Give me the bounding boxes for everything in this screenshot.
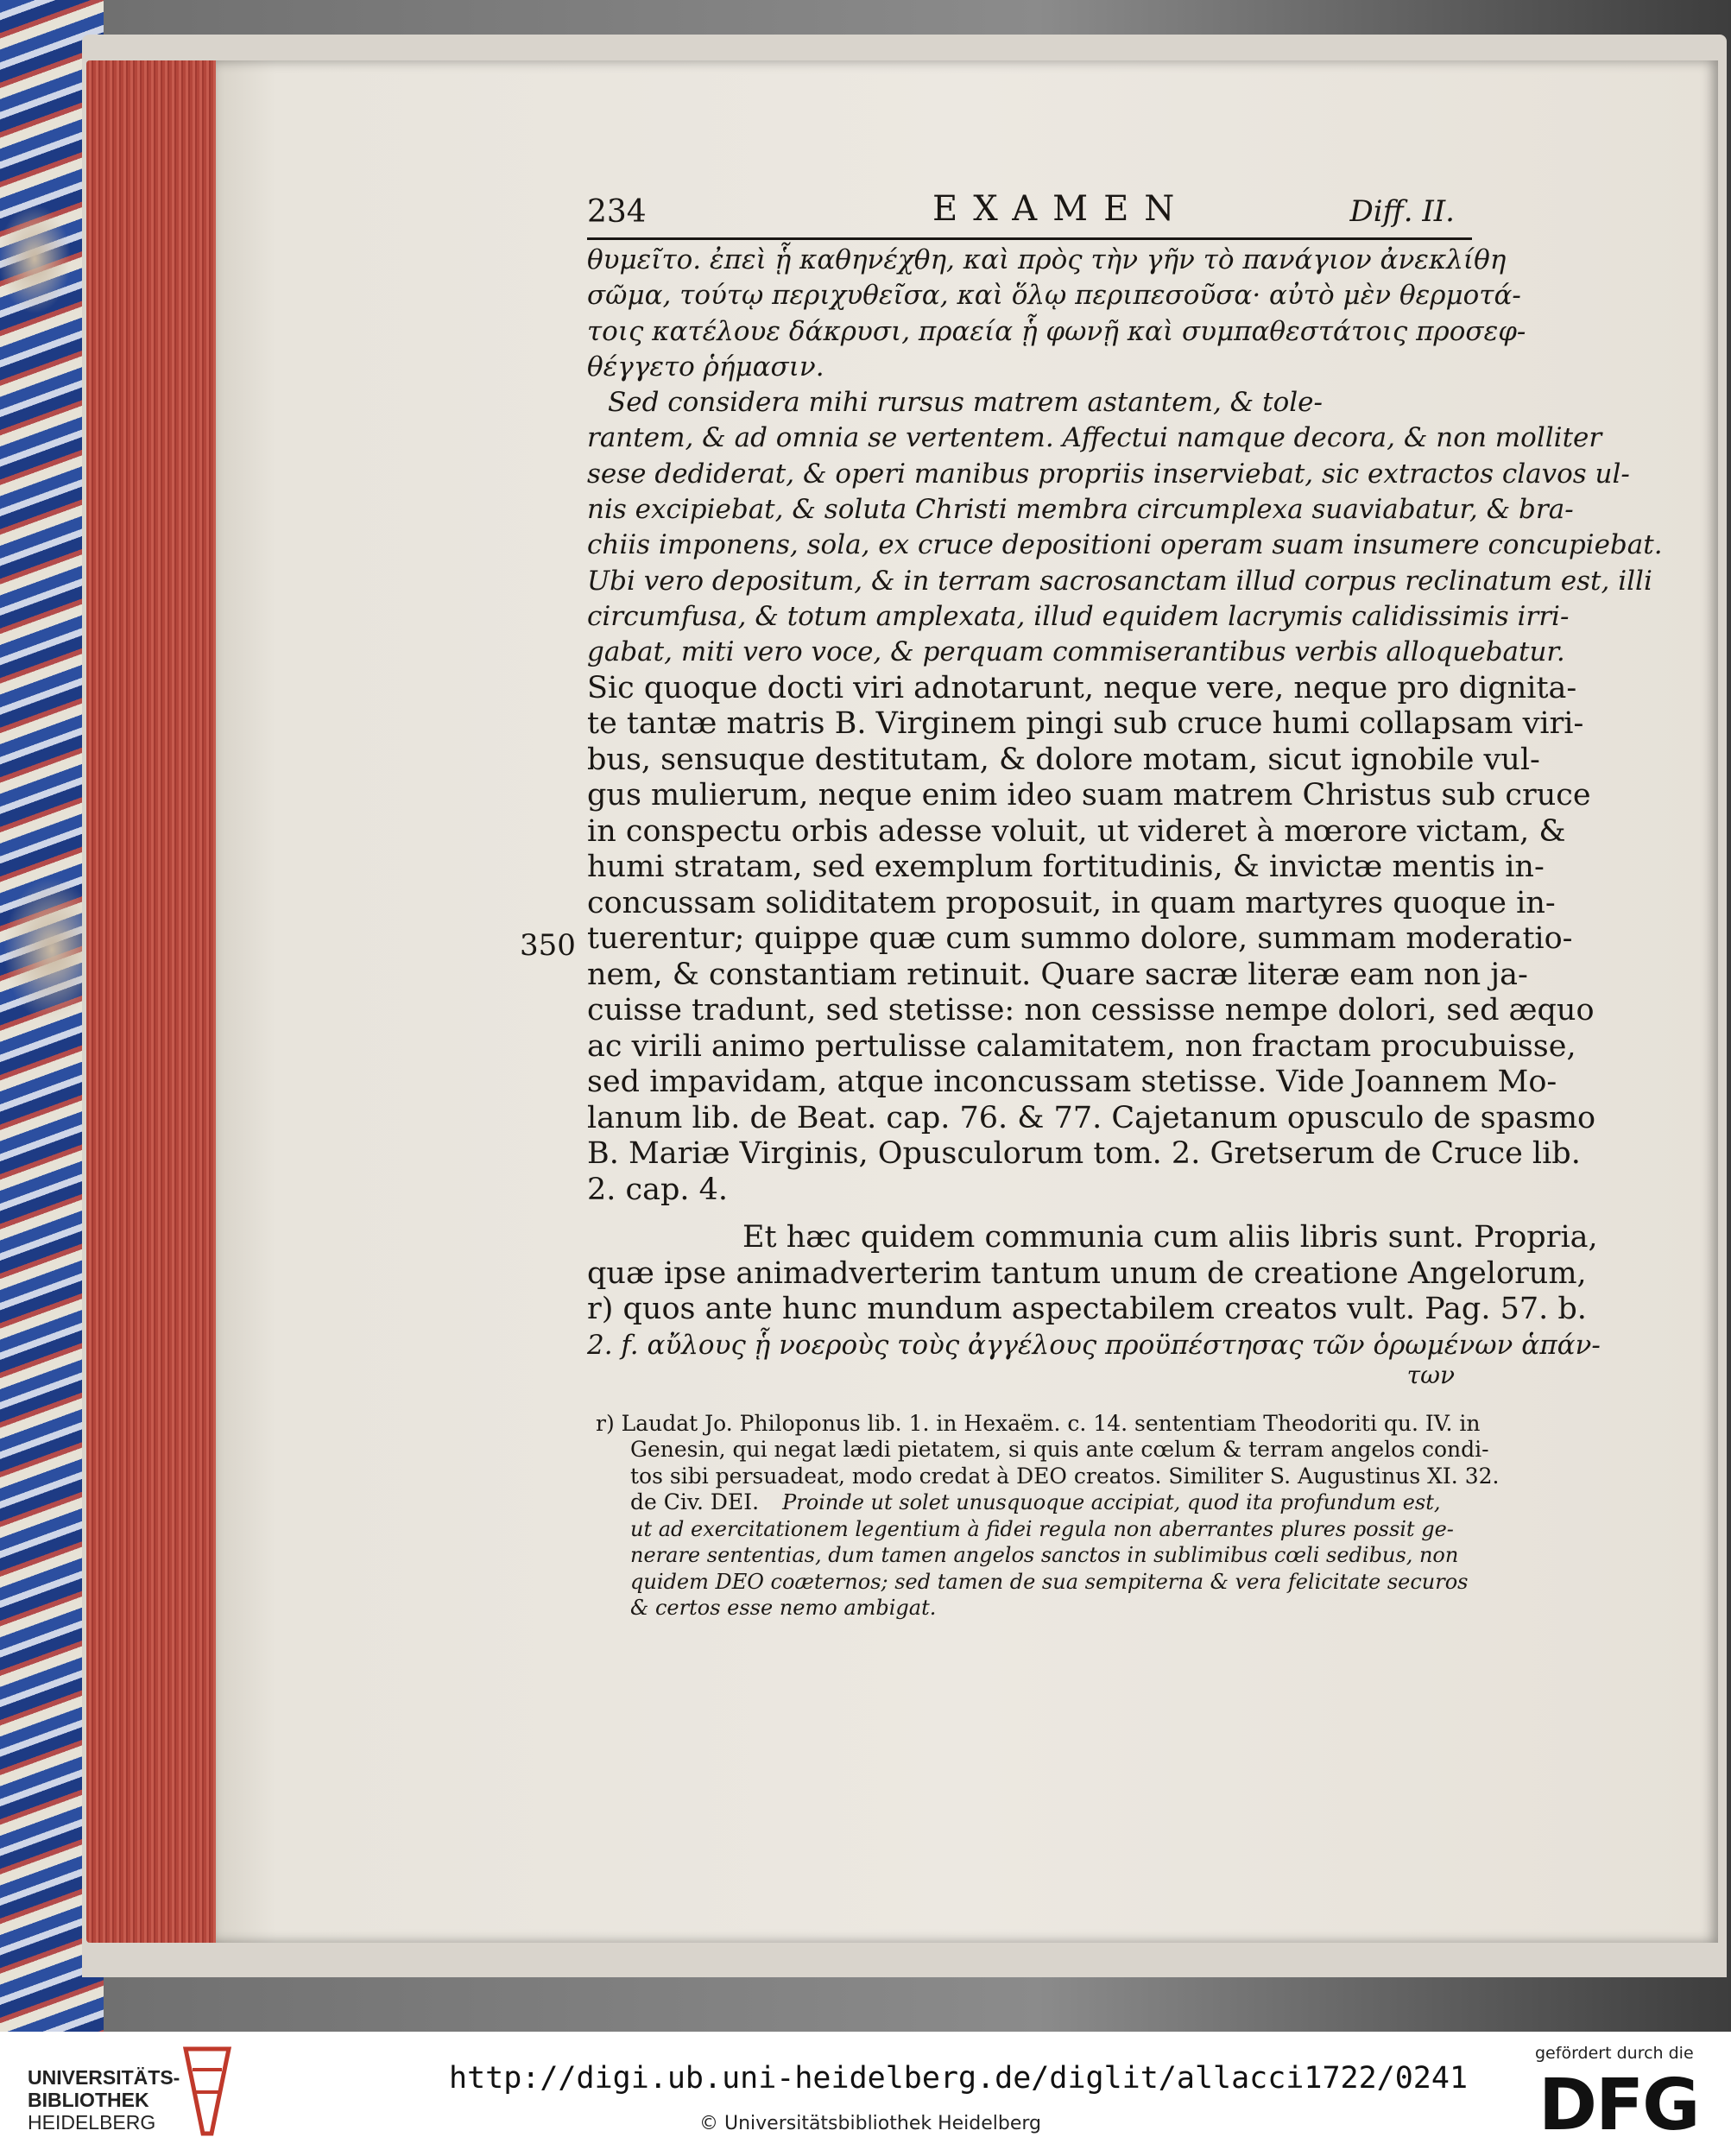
footnote-italic-line: nerare sententias, dum tamen angelos sanctos in sublimibus cœli sedibus, non bbox=[630, 1543, 1459, 1568]
margin-number: 350 bbox=[520, 927, 576, 963]
library-line: UNIVERSITÄTS- bbox=[28, 2066, 180, 2089]
permalink[interactable]: http://digi.ub.uni-heidelberg.de/diglit/allacci1722/0241 bbox=[449, 2061, 1469, 2096]
latin-line: sese dediderat, & operi manibus propriis inserviebat, sic extractos clavos ul- bbox=[587, 458, 1630, 490]
greek-quotation bbox=[587, 243, 1526, 420]
body-line: gus mulierum, neque enim ideo suam matrem Christus sub cruce bbox=[587, 778, 1591, 813]
footnote-italic-line: quidem DEO coæternos; sed tamen de sua sempiterna & vera felicitate securos bbox=[630, 1569, 1469, 1594]
latin-line: Sed considera mihi rursus matrem astantem, & tole- bbox=[608, 387, 1323, 419]
footnote-italic-line: & certos esse nemo ambigat. bbox=[630, 1596, 937, 1621]
footnote-italic-line: Proinde ut solet unusquoque accipiat, quod ita profundum est, bbox=[782, 1490, 1441, 1515]
footnote-line: de Civ. DEI. bbox=[630, 1489, 760, 1515]
footnote bbox=[587, 1410, 1500, 1622]
body-line: humi stratam, sed exemplum fortitudinis, & invictæ mentis in- bbox=[587, 850, 1545, 885]
latin-translation bbox=[587, 420, 1663, 670]
greek-line: 2. f. αὔλους ᾗ νοεροὺς τοὺς ἀγγέλους προϋπέστησας τῶν ὁρωμένων ἁπάν- bbox=[587, 1329, 1601, 1361]
body-line: r) quos ante hunc mundum aspectabilem creatos vult. Pag. 57. b. bbox=[587, 1292, 1587, 1327]
body-line: Et hæc quidem communia cum aliis libris sunt. Propria, bbox=[742, 1220, 1598, 1255]
latin-line: chiis imponens, sola, ex cruce depositioni operam suam insumere concupiebat. bbox=[587, 529, 1663, 561]
footnote-line: Genesin, qui negat lædi pietatem, si quis ante cœlum & terram angelos condi- bbox=[630, 1437, 1489, 1463]
running-head bbox=[587, 186, 1472, 237]
body-line: te tantæ matris B. Virginem pingi sub cruce humi collapsam viri- bbox=[587, 706, 1584, 742]
head-rule bbox=[587, 237, 1472, 240]
dfg-logo[interactable]: DFG bbox=[1538, 2064, 1699, 2147]
latin-line: nis excipiebat, & soluta Christi membra circumplexa suaviabatur, & bra- bbox=[587, 494, 1574, 526]
library-line: BIBLIOTHEK bbox=[28, 2089, 149, 2111]
second-paragraph bbox=[587, 1220, 1601, 1363]
library-logo-icon[interactable] bbox=[177, 2044, 237, 2139]
running-section: Diff. II. bbox=[1349, 194, 1455, 229]
footnote-line: tos sibi persuadeat, modo credat à DEO creatos. Similiter S. Augustinus XI. 32. bbox=[630, 1463, 1500, 1489]
printed-text-block bbox=[520, 186, 1663, 1622]
copyright-notice: © Universitätsbibliothek Heidelberg bbox=[699, 2113, 1042, 2134]
catchword: των bbox=[1406, 1360, 1455, 1389]
footnote-line: r) Laudat Jo. Philoponus lib. 1. in Hexaëm. c. 14. sententiam Theodoriti qu. IV. in bbox=[596, 1410, 1481, 1436]
library-line: HEIDELBERG bbox=[28, 2111, 156, 2134]
body-line: 2. cap. 4. bbox=[587, 1172, 729, 1207]
page-number: 234 bbox=[587, 194, 647, 230]
body-line: quæ ipse animadverterim tantum unum de creatione Angelorum, bbox=[587, 1255, 1587, 1291]
greek-line: σῶμα, τούτῳ περιχυθεῖσα, καὶ ὅλῳ περιπεσοῦσα· αὐτὸ μὲν θερμοτά- bbox=[587, 280, 1521, 312]
latin-line: rantem, & ad omnia se vertentem. Affectui namque decora, & non molliter bbox=[587, 422, 1602, 454]
funding-note: gefördert durch die bbox=[1535, 2044, 1694, 2063]
body-line: bus, sensuque destitutam, & dolore motam, sicut ignobile vul- bbox=[587, 742, 1540, 777]
viewer-footer bbox=[0, 2032, 1731, 2156]
body-line: lanum lib. de Beat. cap. 76. & 77. Cajetanum opusculo de spasmo bbox=[587, 1100, 1596, 1135]
body-line: B. Mariæ Virginis, Opusculorum tom. 2. Gretserum de Cruce lib. bbox=[587, 1136, 1581, 1172]
body-paragraph bbox=[520, 670, 1596, 1209]
greek-line: θυμεῖτο. ἐπεὶ ᾗ καθηνέχθη, καὶ πρὸς τὴν γῆν τὸ πανάγιον ἀνεκλίθη bbox=[587, 244, 1507, 275]
greek-line: θέγγετο ῥήμασιν. bbox=[587, 351, 824, 383]
body-line: concussam soliditatem proposuit, in quam martyres quoque in- bbox=[587, 885, 1556, 920]
latin-line: circumfusa, & totum amplexata, illud equidem lacrymis calidissimis irri- bbox=[587, 600, 1570, 632]
body-line: ac virili animo pertulisse calamitatem, non fractam procubuisse, bbox=[587, 1028, 1576, 1064]
body-line: cuisse tradunt, sed stetisse: non cessisse nempe dolori, sed æquo bbox=[587, 993, 1595, 1028]
body-line: sed impavidam, atque inconcussam stetisse. Vide Joannem Mo- bbox=[587, 1065, 1557, 1100]
footnote-italic-line: ut ad exercitationem legentium à fidei regula non aberrantes plures possit ge- bbox=[630, 1516, 1454, 1541]
body-line: nem, & constantiam retinuit. Quare sacræ literæ eam non ja- bbox=[587, 957, 1528, 992]
latin-line: gabat, miti vero voce, & perquam commiserantibus verbis alloquebatur. bbox=[587, 636, 1565, 668]
body-line: tuerentur; quippe quæ cum summo dolore, summam moderatio- bbox=[587, 921, 1573, 957]
library-name[interactable] bbox=[28, 2066, 180, 2134]
red-page-edges bbox=[86, 60, 224, 1943]
body-line: in conspectu orbis adesse voluit, ut videret à mœrore victam, & bbox=[587, 813, 1566, 849]
running-title: EXAMEN bbox=[932, 189, 1191, 229]
body-line: Sic quoque docti viri adnotarunt, neque vere, neque pro dignita- bbox=[587, 670, 1577, 705]
greek-line: τοις κατέλουε δάκρυσι, πραεία ᾗ φωνῇ καὶ συμπαθεστάτοις προσεφ- bbox=[587, 315, 1526, 347]
latin-line: Ubi vero depositum, & in terram sacrosanctam illud corpus reclinatum est, illi bbox=[587, 565, 1652, 597]
